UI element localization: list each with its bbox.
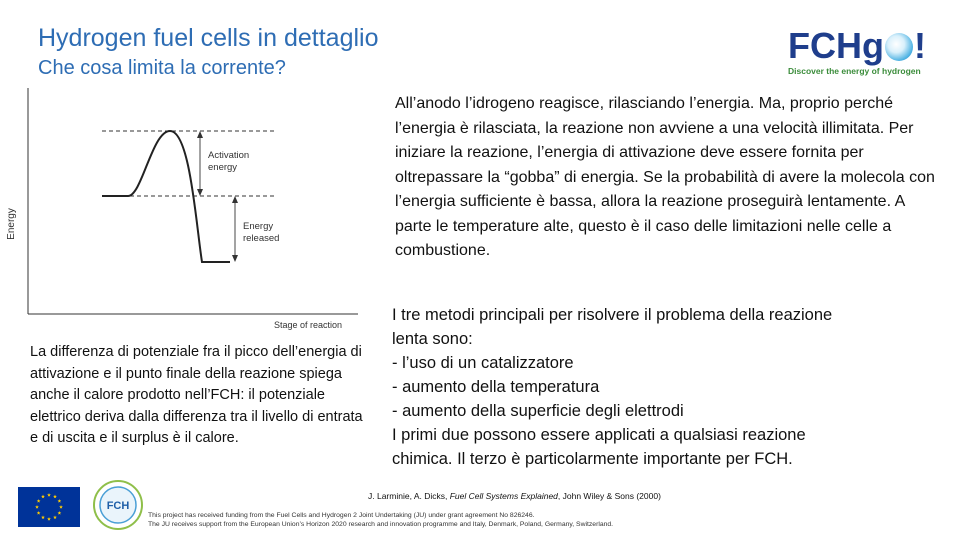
- solutions-list: [392, 303, 937, 471]
- energy-diagram: [0, 84, 370, 334]
- fch-ju-seal-icon: [92, 479, 144, 531]
- activation-arrow-head-top: [197, 131, 203, 138]
- released-arrow-head-bottom: [232, 255, 238, 262]
- y-axis-label: Energy: [6, 208, 17, 240]
- released-arrow-head-top: [232, 196, 238, 203]
- logo-tagline: Discover the energy of hydrogen: [788, 66, 921, 76]
- solutions-line: lenta sono:: [392, 330, 473, 348]
- funding-line: The JU receives support from the European Union’s Horizon 2020 research and innovation programme and Italy, Denmark, Poland, Germany, Switzerland.: [148, 521, 614, 528]
- solutions-line: chimica. Il terzo è particolarmente importante per FCH.: [392, 450, 793, 468]
- solutions-line: - aumento della temperatura: [392, 378, 600, 396]
- reference-book-title: Fuel Cell Systems Explained: [449, 491, 558, 501]
- page-subtitle: Che cosa limita la corrente?: [38, 57, 286, 79]
- diagram-caption: La differenza di potenziale fra il picco dell’energia di attivazione e il punto finale della reazione spiega anche il calore prodotto nell’FCH: il potenziale elettrico deriva dalla differenza tra il livello di entrata e di uscita e il surplus è il calore.: [30, 344, 363, 446]
- globe-icon: [885, 33, 913, 61]
- eu-flag-icon: [18, 487, 80, 527]
- activation-explanation: All’anodo l’idrogeno reagisce, rilasciando l’energia. Ma, proprio perché l’energia è rilasciata, la reazione non avviene a una velocità illimitata. Per iniziare la reazione, l’energia di attivazione deve essere fornita per oltrepassare la “gobba” di energia. Se la probabilità di avere la molecola con l’energia sufficiente è bassa, allora la reazione proseguirà lentamente. A parte le temperature alte, questo è il caso delle limitazioni nelle celle a combustione.: [395, 95, 935, 259]
- reference-authors: J. Larminie, A. Dicks,: [368, 491, 450, 501]
- logo-wordmark-right: !: [913, 25, 926, 66]
- funding-line: This project has received funding from the Fuel Cells and Hydrogen 2 Joint Undertaking (JU) under grant agreement No 826246.: [148, 512, 535, 519]
- reference-publisher: , John Wiley & Sons (2000): [557, 491, 661, 501]
- page-title: Hydrogen fuel cells in dettaglio: [38, 24, 379, 52]
- solutions-line: I primi due possono essere applicati a qualsiasi reazione: [392, 426, 806, 444]
- logo-wordmark-left: FCHg: [788, 25, 884, 66]
- seal-text: FCH: [106, 500, 130, 512]
- solutions-line: - l’uso di un catalizzatore: [392, 354, 574, 372]
- solutions-line: - aumento della superficie degli elettrodi: [392, 402, 684, 420]
- activation-arrow-head-bottom: [197, 189, 203, 196]
- activation-energy-label: Activation energy: [208, 150, 250, 173]
- funding-notice: [148, 511, 613, 529]
- solutions-line: I tre metodi principali per risolvere il problema della reazione: [392, 306, 833, 324]
- energy-released-label: Energy released: [243, 221, 280, 244]
- x-axis-label: Stage of reaction: [273, 320, 343, 330]
- fchgo-logo: [788, 26, 936, 82]
- logo-wordmark: [788, 26, 936, 66]
- book-reference: [368, 491, 661, 501]
